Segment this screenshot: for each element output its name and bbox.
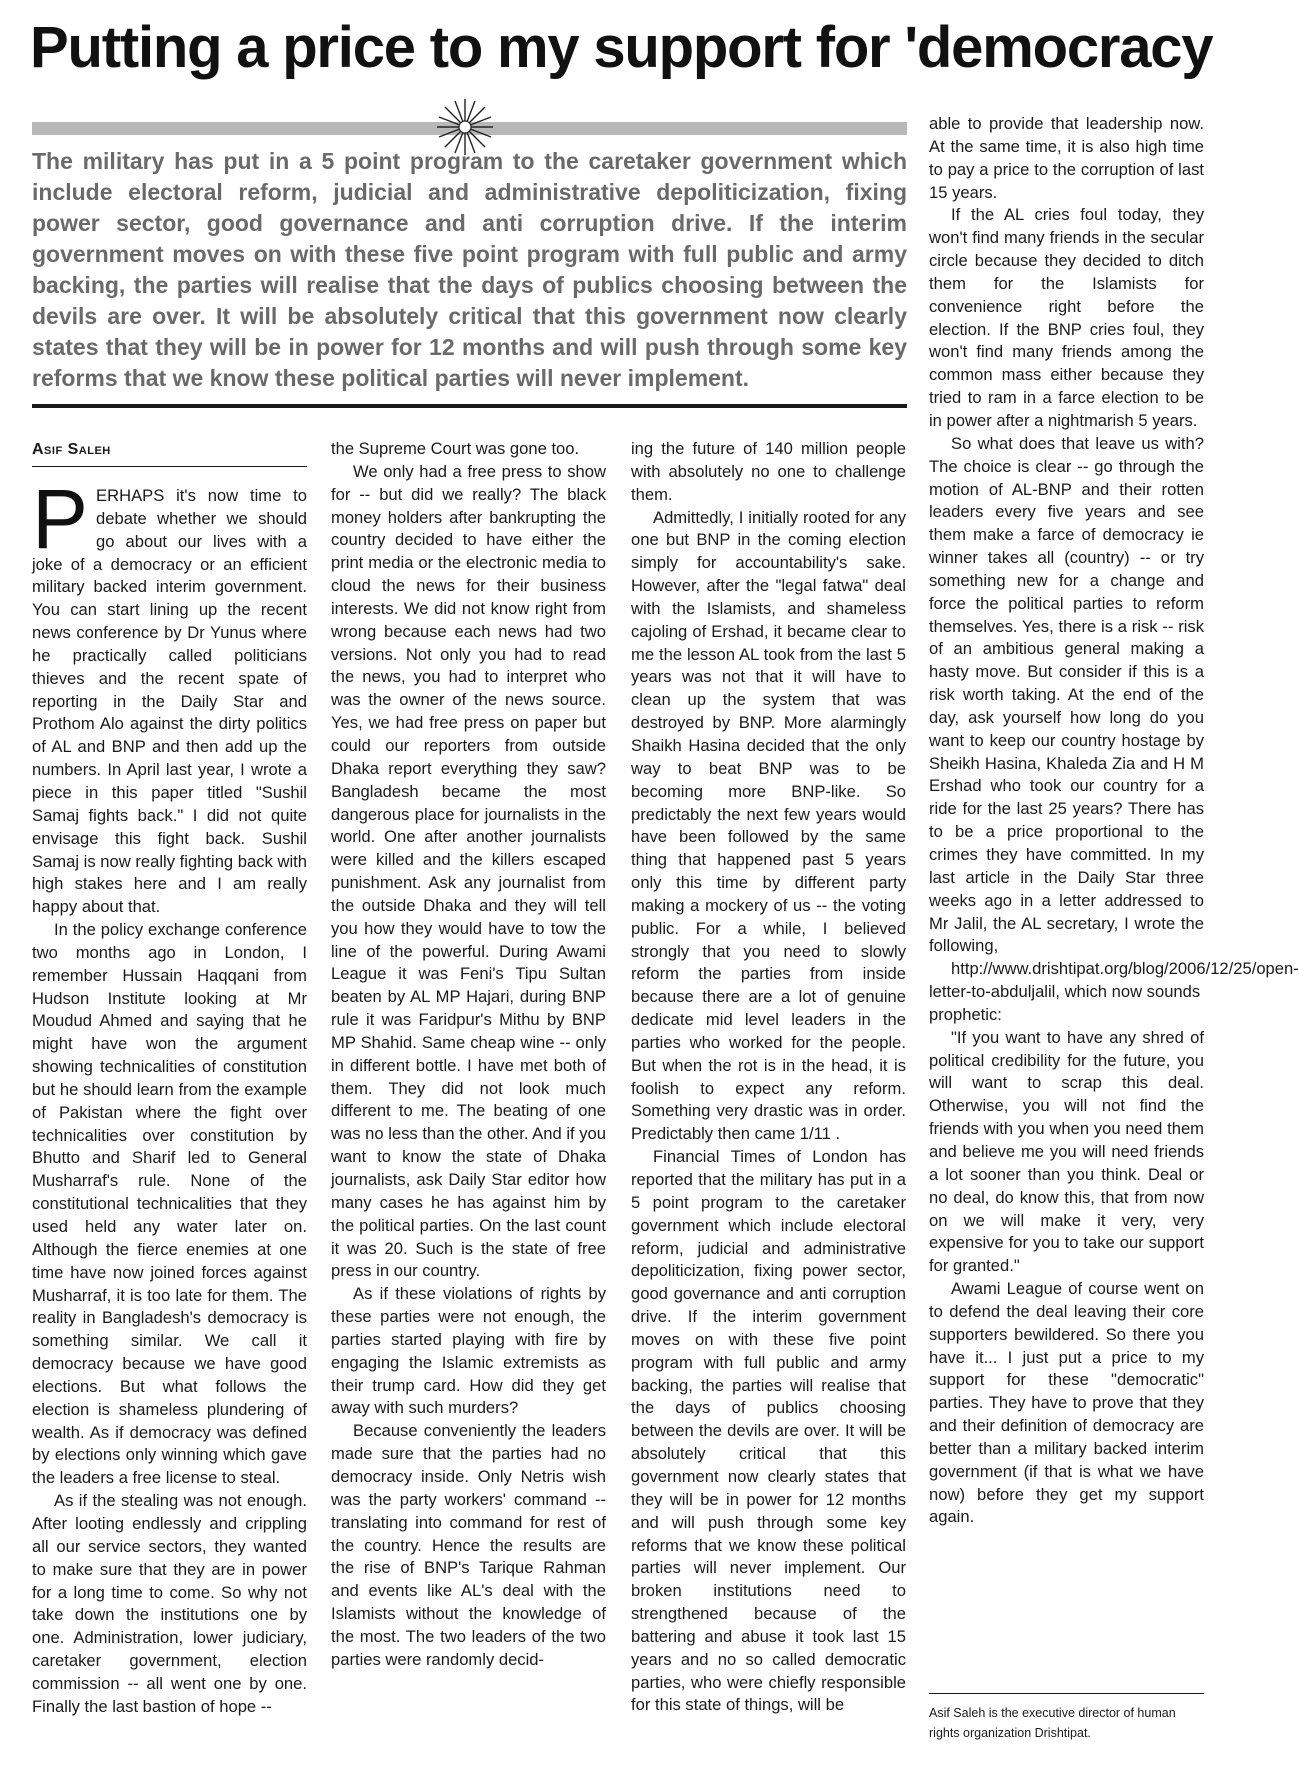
blog-url: http://www.drishtipat.org/blog/2006/12/25/open-letter-to-abduljalil, which now sounds prophetic: <box>929 959 1299 1024</box>
column-3 <box>631 438 906 1717</box>
paragraph: the Supreme Court was gone too. <box>331 439 580 458</box>
paragraph: able to provide that leadership now. At the same time, it is also high time to pay a price to the corruption of last 15 years. <box>929 114 1204 202</box>
paragraph: ing the future of 140 million people with absolutely no one to challenge them. <box>631 439 906 504</box>
paragraph: As if these violations of rights by these parties were not enough, the parties started playing with fire by engaging the Islamic extremists as their trump card. How did they get away with such murders? <box>331 1284 606 1418</box>
paragraph: Awami League of course went on to defend the deal leaving their core supporters bewildered. So there you have it... I just put a price to my support for these "democratic" parties. They have to prove that they and their definition of democracy are better than a military backed interim government (if that is what we have now) before they get my support again. <box>929 1279 1204 1527</box>
paragraph: PERHAPS it's now time to debate whether we should go about our lives with a joke of a democracy or an efficient military backed interim government. You can start lining up the recent news conference by Dr Yunus where he practically called politicians thieves and the recent spate of reporting in the Daily Star and Prothom Alo against the dirty politics of AL and BNP and then add up the numbers. In April last year, I wrote a piece in this paper titled "Sushil Samaj fights back." I did not quite envisage this fight back. Sushil Samaj is now really fighting back with high stakes here and I am really happy about that. <box>32 472 307 917</box>
column-2 <box>331 438 606 1672</box>
paragraph: If the AL cries foul today, they won't find many friends in the secular circle because they decided to ditch them for the Islamists for convenience right before the election. If the BNP cries foul, they won't find many friends among the common mass either because they tried to ram in a farce election to be in power after a nightmarish 5 years. <box>929 205 1204 430</box>
headline: Putting a price to my support for 'democracy <box>30 15 1213 80</box>
quote-paragraph: "If you want to have any shred of political credibility for the future, you will want to scrap this deal. Otherwise, you will not find the friends with you when you need them and believe me you will need friends a lot sooner than you think. Deal or no deal, do know this, that from now on we will make it very, very expensive for you to take our support for granted." <box>929 1027 1204 1276</box>
lead-bottom-rule <box>32 404 907 408</box>
lead-paragraph: The military has put in a 5 point program to the caretaker government which include electoral reform, judicial and administrative depoliticization, fixing power sector, good governance and anti corruption drive. If the interim government moves on with these five point program with full public and army backing, the parties will realise that the days of publics choosing between the devils are over. It will be absolutely critical that this government now clearly states that they will be in power for 12 months and will push through some key reforms that we know these political parties will never implement. <box>32 148 907 391</box>
paragraph: As if the stealing was not enough. After looting endlessly and crippling all our service sectors, they wanted to make sure that they are in power for a long time to come. So why not take down the institutions one by one. Administration, lower judiciary, caretaker government, election commission -- all went one by one. Finally the last bastion of hope -- <box>32 1491 307 1716</box>
paragraph: So what does that leave us with? The choice is clear -- go through the motion of AL-BNP and their rotten leaders every five years and see them make a farce of democracy ie winner takes all (country) -- or try something new for a change and force the political parties to reform themselves. Yes, there is a risk -- risk of an ambitious general making a hasty move. But consider if this is a risk worth taking. At the end of the day, ask yourself how long do you want to keep our country hostage by Sheikh Hasina, Khaleda Zia and H M Ershad who took our country for a ride for the last 25 years? There has to be a price proportional to the crimes they have committed. In my last article in the Daily Star three weeks ago in a letter addressed to Mr Jalil, the AL secretary, I wrote the following, <box>929 433 1204 956</box>
paragraph: Admittedly, I initially rooted for any one but BNP in the coming election simply for accountability's sake. However, after the "legal fatwa" deal with the Islamists, and shameless cajoling of Ershad, it became clear to me the lesson AL took from the last 5 years was not that it will have to clean up the system that was destroyed by BNP. More alarmingly Shaikh Hasina decided that the only way to beat BNP was to be becoming more BNP-like. So predictably the next few years would have been followed by the same thing that happened past 5 years only this time by different party making a mockery of us -- the voting public. For a while, I believed strongly that you need to slowly reform the parties from inside because there are a lot of genuine dedicate mid level leaders in the parties who worked for the people. But when the rot is in the head, it is foolish to expect any reform. Something very drastic was in order. Predictably then came 1/11 . <box>631 507 906 1144</box>
paragraph: Because conveniently the leaders made sure that the parties had no democracy inside. Only Netris wish was the party workers' command -- translating into command for rest of the country. Hence the results are the rise of BNP's Tarique Rahman and events like AL's deal with the Islamists without the knowledge of the most. The two leaders of the two parties were randomly decid- <box>331 1421 606 1669</box>
byline-rule <box>32 466 307 467</box>
author-note: Asif Saleh is the executive director of human rights organization Drishtipat. <box>929 1706 1176 1740</box>
paragraph: In the policy exchange conference two months ago in London, I remember Hussain Haqqani from Hudson Institute looking at Mr Moudud Ahmed and saying that he might have won the argument showing technicalities of constitution but he should learn from the example of Pakistan where the fight over technicalities over constitution by Bhutto and Sharif led to General Musharraf's rule. None of the constitutional technicalities that they used held any water later on. Although the fierce enemies at one time have now joined forces against Musharraf, it is too late for them. The reality in Bangladesh's democracy is something similar. We call it democracy because we have good elections. But what follows the election is shameless plundering of wealth. As if democracy was defined by elections only winning which gave the leaders a free license to steal. <box>32 920 307 1488</box>
column-1 <box>32 472 307 1719</box>
paragraph: We only had a free press to show for -- but did we really? The black money holders after bankrupting the country decided to have either the print media or the electronic media to cloud the news for their business interests. We did not know right from wrong because each news had two versions. Not only you had to read the news, you had to interpret who was the owner of the news source. Yes, we had free press on paper but could our reporters from outside Dhaka report everything they saw? Bangladesh became the most dangerous place for journalists in the world. One after another journalists were killed and the killers escaped punishment. Ask any journalist from the outside Dhaka and they will tell you how they would have to tow the line of the powerful. During Awami League it was Feni's Tipu Sultan beaten by AL MP Hajari, during BNP rule it was Faridpur's Mithu by BNP MP Shahid. Same cheap wine -- only in different bottle. I have met both of them. They did not look much different to me. The beating of one was no less than the other. And if you want to know the state of Dhaka journalists, ask Daily Star editor how many cases he has against him by the political parties. On the last count it was 20. Such is the state of free press in our country. <box>331 461 606 1281</box>
paragraph: Financial Times of London has reported that the military has put in a 5 point program to the caretaker government which include electoral reform, judicial and administrative depoliticization, fixing power sector, good governance and anti corruption drive. If the interim government moves on with these five point program with full public and army backing, the parties will realise that the days of publics choosing between the devils are over. It will be absolutely critical that this government now clearly states that they will be in power for 12 months and will push through some key reforms that we know these political parties will never implement. Our broken institutions need to strengthened because of the battering and abuse it took last 15 years and no so called democratic parties, who were chiefly responsible for this state of things, will be <box>631 1147 906 1715</box>
byline: Asif Saleh <box>32 441 111 458</box>
drop-cap: P <box>32 472 89 566</box>
author-note-rule <box>929 1693 1204 1694</box>
column-4 <box>929 113 1299 1529</box>
